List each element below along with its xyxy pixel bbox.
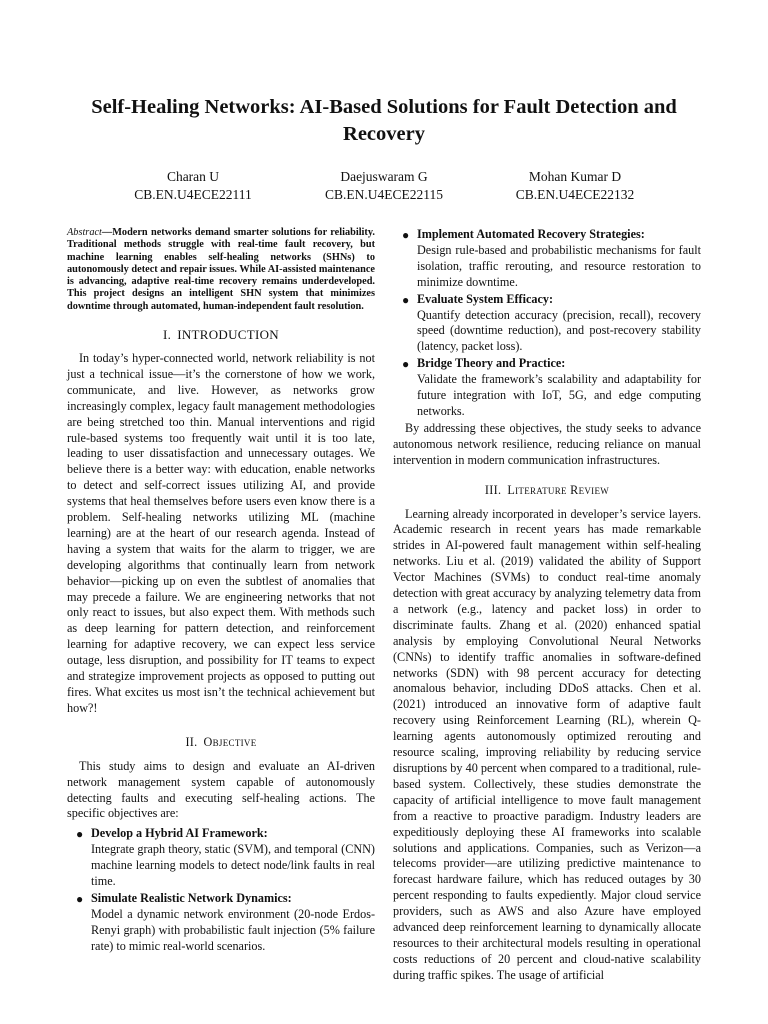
objective-title: Implement Automated Recovery Strategies: (417, 227, 645, 241)
author-id: CB.EN.U4ECE22132 (515, 187, 635, 202)
objective-title: Develop a Hybrid AI Framework: (91, 826, 268, 841)
objective-closing: By addressing these objectives, the study seeks to advance autonomous network resilience, reducing reliance on manual intervention in modern communication infrastructures. (393, 420, 701, 467)
section-number: II. (185, 734, 198, 749)
objective-title: Bridge Theory and Practice: (417, 356, 566, 371)
bullet-icon: ● (402, 292, 410, 307)
objective-desc: Design rule-based and probabilistic mechanisms for fault isolation, traffic rerouting, and resource restoration to minimize downtime. (417, 242, 701, 289)
author-id: CB.EN.U4ECE22111 (134, 187, 252, 202)
introduction-paragraph: In today’s hyper-connected world, network reliability is not just a technical issue—it’s the cornerstone of how we work, communicate, and live. However, as networks grow increasingly complex, legacy fault management methodologies are being stretched too thin. Manual interventions and rigid rule-based systems too frequently wait until it is too late, leading to user dissatisfaction and unnecessary outages. We believe there is a better way: with education, enable networks to detect and self-correct issues utilizing AI, and provide systems that heal themselves before users even know there is a problem. Self-healing networks utilizing ML (machine learning) are at the heart of our research agenda. Instead of having a system that waits for the alarm to trigger, we are developing algorithms that continually learn from network behavior—picking up on even the subtlest of anomalies that may precede a failure. We are engineering networks that not only react to issues, but also expect them. With methods such as deep learning for pattern detection, and reinforcement learning for adaptive recovery, we can expect less service outage, less disruption, and possibility for IT teams to expect and strategize improvement projects as opposed to putting out fires. What excites us most isn’t the technical achievement but how?! (67, 350, 375, 715)
section-number: III. (484, 482, 502, 497)
section-heading-introduction (67, 327, 375, 343)
author-name: Mohan Kumar D (528, 169, 622, 184)
abstract-dash: — (101, 227, 113, 238)
objective-list-left (67, 826, 375, 954)
objective-title: Evaluate System Efficacy: (417, 291, 554, 306)
abstract-label: Abstract (67, 227, 102, 238)
section-number: I. (163, 327, 172, 343)
bullet-icon: ● (402, 228, 410, 242)
author-name: Charan U (166, 169, 220, 184)
abstract-text: Modern networks demand smarter solutions for reliability. Traditional methods struggle with real-time fault recovery, but machine learning enables self-healing networks (SHNs) to autonomously detect and repair issues. While AI-assisted maintenance is advancing, adaptive real-time recovery remains underdeveloped. This project designs an intelligent SHN system that minimizes downtime through automated, human-independent fault resolution. (67, 227, 375, 312)
objective-desc: Integrate graph theory, static (SVM), and temporal (CNN) machine learning models to detect node/link faults in real time. (91, 842, 375, 889)
section-title: INTRODUCTION (177, 327, 279, 343)
section-heading-objective (67, 735, 375, 751)
author-name: Daejuswaram G (340, 169, 428, 184)
bullet-icon: ● (402, 357, 410, 372)
objective-desc: Quantify detection accuracy (precision, recall), recovery speed (downtime reduction), and post-recovery stability (latency, packet loss). (417, 307, 701, 354)
right-column (393, 227, 701, 984)
author-3 (475, 168, 675, 204)
list-item (393, 227, 701, 291)
list-item (393, 292, 701, 356)
abstract (67, 227, 375, 313)
author-2 (284, 168, 484, 204)
section-heading-literature (393, 483, 701, 499)
objective-title: Simulate Realistic Network Dynamics: (91, 890, 292, 905)
author-1 (93, 168, 293, 204)
bullet-icon: ● (76, 827, 84, 842)
list-item (67, 891, 375, 955)
paper-title: Self-Healing Networks: AI-Based Solutions for Fault Detection and Recovery (91, 96, 677, 145)
list-item (393, 356, 701, 420)
author-id: CB.EN.U4ECE22115 (325, 187, 443, 202)
list-item (67, 826, 375, 890)
objective-desc: Validate the framework’s scalability and adaptability for future integration with IoT, 5G, and edge computing networks. (417, 372, 701, 418)
objective-list-right (393, 227, 701, 420)
section-title: Objective (203, 734, 257, 749)
left-column (67, 227, 375, 956)
literature-paragraph: Learning already incorporated in developer’s service layers. Academic research in recent years has made remarkable strides in AI-powered fault management within self-healing networks. Liu et al. (2019) validated the ability of Support Vector Machines (SVMs) to conduct real-time anomaly detection with great accuracy by analyzing telemetry data from a network (e.g., latency and packet loss) in order to discriminate faults. Zhang et al. (2020) enhanced spatial analysis by employing Convolutional Neural Networks (CNNs) to identify traffic anomalies in software-defined networks (SDN) with 98 percent accuracy for detecting anomalous behavior, including DDoS attacks. Chen et al. (2021) introduced an innovative form of adaptive fault recovery using Reinforcement Learning (RL), wherein Q-learning agents autonomously optimized rerouting and resource scaling, improving reliability by reducing service disruptions by 40 percent when compared to a traditional, rule-based system. Collectively, these studies demonstrate the capacity of artificial intelligence to move fault management from a reactive to proactive paradigm. Industry leaders are expeditiously deploying these AI frameworks into scalable solutions and applications. Companies, such as Verizon—a telecoms provider—are utilizing predictive maintenance to forecast hardware failure, which has reduced outages by 30 percent responding to faults expediently. Major cloud service providers, such as AWS and also Azure have employed advanced deep reinforcement learning to dynamically allocate resources to their architectural models resulting in operational costs reductions of 20 percent and cloud-native scalability during traffic spikes. The usage of artificial (393, 506, 701, 982)
objective-desc: Model a dynamic network environment (20-node Erdos-Renyi graph) with probabilistic fault injection (5% failure rate) to mimic real-world scenarios. (91, 906, 375, 953)
bullet-icon: ● (76, 891, 84, 906)
objective-intro: This study aims to design and evaluate an AI-driven network management system capable of autonomously detecting faults and executing self-healing actions. The specific objectives are: (67, 758, 375, 821)
section-title: Literature Review (507, 482, 610, 497)
